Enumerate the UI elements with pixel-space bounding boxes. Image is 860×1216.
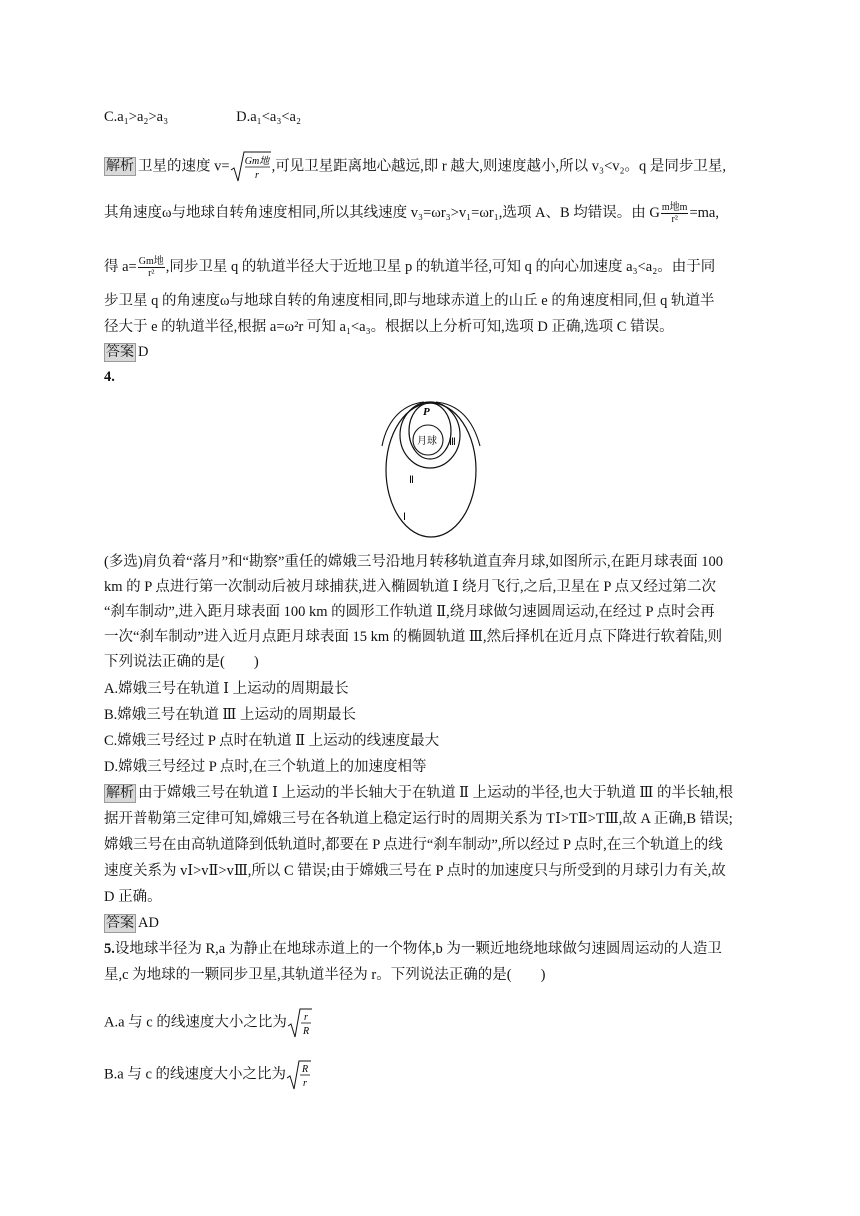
question-number: 4.: [104, 369, 115, 385]
answer-tag: 答案: [106, 345, 134, 360]
q4-stem-line4: 一次“刹车制动”进入近月点距月球表面 15 km 的椭圆轨道 Ⅲ,然后择机在近月点下降进行软着陆,则: [104, 629, 723, 645]
label-moon: 月球: [417, 436, 437, 447]
fraction: [661, 202, 689, 225]
q4-analysis-text: 由于嫦娥三号在轨道 Ⅰ 上运动的半长轴大于在轨道 Ⅱ 上运动的半径,也大于轨道 Ⅲ 的半长轴,根: [138, 785, 734, 801]
fraction: [138, 256, 165, 279]
q4-stem-line2: km 的 P 点进行第一次制动后被月球捕获,进入椭圆轨道 Ⅰ 绕月飞行,之后,卫星在 P 点又经过第二次: [104, 579, 717, 595]
analysis-tag: 解析: [106, 786, 134, 801]
q4-option-d: D.嫦娥三号经过 P 点时,在三个轨道上的加速度相等: [104, 759, 427, 775]
fraction-numerator: r: [303, 1012, 308, 1023]
label-p: P: [423, 406, 430, 418]
q5-option-a: [104, 1007, 313, 1039]
svg-text:r: r: [254, 170, 259, 181]
q4-stem-line3: “刹车制动”,进入距月球表面 100 km 的圆形工作轨道 Ⅱ,绕月球做匀速圆周运动,在经过 P 点时会再: [104, 604, 715, 620]
fraction-denominator: r²: [671, 214, 678, 225]
q3-analysis-text: ,同步卫星 q 的轨道半径大于近地卫星 p 的轨道半径,可知 q 的向心加速度 a₃<a₂。由于同: [165, 258, 716, 275]
q5-option-text: A.a 与 c 的线速度大小之比为: [104, 1014, 287, 1031]
q3-analysis-text: 卫星的速度 v=: [138, 158, 230, 175]
q3-analysis-line4: 步卫星 q 的角速度ω与地球自转的角速度相同,即与地球赤道上的山丘 e 的角速度相同,但 q 轨道半: [104, 293, 715, 309]
q5-stem-text: 设地球半径为 R,a 为静止在地球赤道上的一个物体,b 为一颗近地绕地球做匀速圆周运动的人造卫: [114, 941, 722, 957]
orbit-iii: [409, 403, 451, 459]
q3-analysis-line2: [104, 202, 719, 225]
q3-option-d: D.a₁<a₃<a₂: [236, 109, 302, 125]
q5-stem-line1: [104, 939, 722, 959]
q4-stem-line5: 下列说法正确的是( ): [104, 654, 259, 670]
q4-analysis-line1: [104, 783, 733, 803]
q3-analysis-text: ,可见卫星距离地心越远,即 r 越大,则速度越小,所以 v₃<v₂。q 是同步卫星,: [271, 158, 727, 175]
q5-option-text: B.a 与 c 的线速度大小之比为: [104, 1066, 287, 1083]
svg-text:Gm地: Gm地: [244, 156, 269, 167]
q3-answer: [104, 342, 148, 362]
q3-analysis-line5: 径大于 e 的轨道半径,根据 a=ω²r 可知 a₁<a₃。根据以上分析可知,选项 D 正确,选项 C 错误。: [104, 319, 674, 335]
answer-tag: 答案: [106, 916, 134, 931]
label-orbit-ii: Ⅱ: [409, 475, 414, 486]
fraction-denominator: r²: [148, 268, 155, 279]
fraction-denominator: r: [303, 1078, 307, 1089]
q3-options-cd: [104, 107, 301, 127]
label-orbit-iii: Ⅲ: [449, 437, 456, 448]
fraction-numerator: Gm地: [138, 256, 164, 267]
q3-analysis-text: 其角速度ω与地球自转角速度相同,所以其线速度 v₃=ωr₃>v₁=ωr₁,选项 A、B 均错误。由 G: [104, 204, 660, 221]
q3-analysis-line3: [104, 256, 715, 279]
q3-analysis-line1: [104, 150, 726, 184]
analysis-tag: 解析: [106, 159, 134, 175]
answer-value: AD: [138, 915, 159, 931]
q4-option-c: C.嫦娥三号经过 P 点时在轨道 Ⅱ 上运动的线速度最大: [104, 733, 440, 749]
q4-analysis-line2: 据开普勒第三定律可知,嫦娥三号在各轨道上稳定运行时的周期关系为 TⅠ>TⅡ>TⅢ,故 A 正确,B 错误;: [104, 811, 733, 827]
orbit-i: [386, 403, 476, 537]
q3-analysis-text: 得 a=: [104, 258, 137, 275]
q4-answer: [104, 913, 159, 933]
q3-analysis-text: =ma,: [689, 204, 719, 221]
q5-stem-line2: 星,c 为地球的一颗同步卫星,其轨道半径为 r。下列说法正确的是( ): [104, 967, 546, 983]
q5-option-b: [104, 1059, 312, 1091]
sqrt-formula: [230, 150, 272, 184]
q3-option-c: C.a₁>a₂>a₃: [104, 109, 169, 125]
sqrt-formula: [287, 1007, 313, 1039]
label-orbit-i: Ⅰ: [403, 512, 406, 523]
q4-analysis-line5: D 正确。: [104, 889, 162, 905]
question-number: 5.: [104, 941, 115, 957]
sqrt-formula: [286, 1059, 312, 1091]
q4-stem-line1: (多选)肩负着“落月”和“勘察”重任的嫦娥三号沿地月转移轨道直奔月球,如图所示,在距月球表面 100: [104, 554, 724, 570]
lunar-orbit-diagram: [374, 398, 488, 538]
answer-value: D: [138, 344, 149, 360]
fraction-denominator: R: [302, 1026, 309, 1037]
q4-option-a: A.嫦娥三号在轨道 Ⅰ 上运动的周期最长: [104, 681, 349, 697]
q4-option-b: B.嫦娥三号在轨道 Ⅲ 上运动的周期最长: [104, 707, 357, 723]
fraction-numerator: m地m: [661, 202, 688, 213]
q4-analysis-line3: 嫦娥三号在由高轨道降到低轨道时,都要在 P 点进行“刹车制动”,所以经过 P 点时,在三个轨道上的线: [104, 837, 723, 853]
q4-analysis-line4: 速度关系为 vⅠ>vⅡ>vⅢ,所以 C 错误;由于嫦娥三号在 P 点时的加速度只与所受到的月球引力有关,故: [104, 863, 726, 879]
fraction-numerator: R: [301, 1064, 309, 1075]
